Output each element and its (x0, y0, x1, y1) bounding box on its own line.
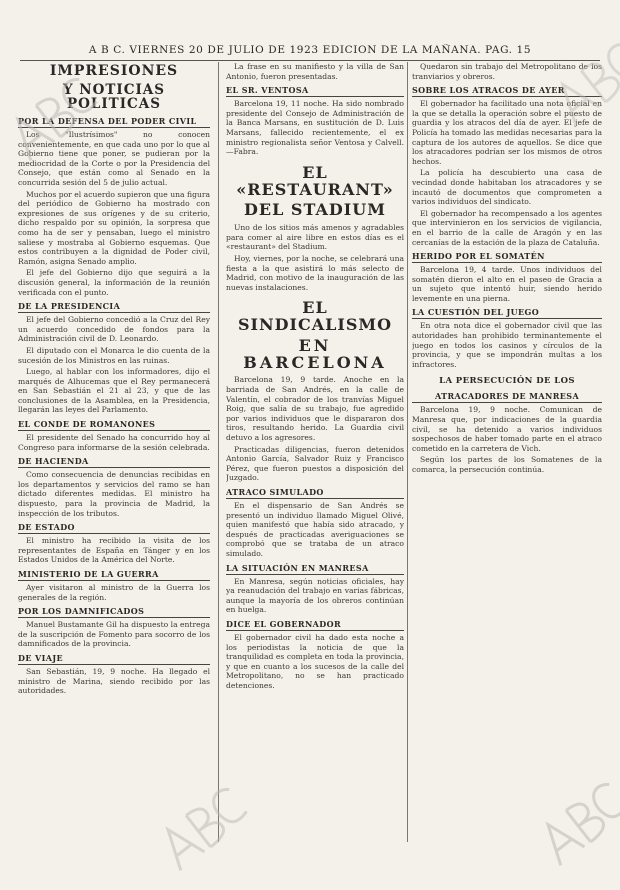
subhead-juego: LA CUESTIÓN DEL JUEGO (412, 306, 602, 319)
paragraph: En Manresa, según noticias oficiales, hay ya reanudación del trabajo en varias fábricas, aunque la mayoría de los obreros continúan en huelga. (226, 576, 404, 615)
paragraph: Ayer visitaron al ministro de la Guerra los generales de la región. (18, 583, 210, 602)
paragraph: Como consecuencia de denuncias recibidas en los departamentos y servicios del ramo se han dictado diferentes medidas. El ministro ha dispuesto, para la provincia de Madrid, la inspección de los tributos. (18, 470, 210, 518)
page-header: A B C. VIERNES 20 DE JULIO DE 1923 EDICION DE LA MAÑANA. PAG. 15 (88, 44, 532, 56)
paragraph: El diputado con el Monarca le dio cuenta de la sucesión de los Ministros en las ruinas. (18, 345, 210, 365)
subhead-atracadores-manresa: ATRACADORES DE MANRESA (412, 390, 602, 403)
paragraph: El gobernador ha recompensado a los agentes que intervinieron en los servicios de vigilancia, en el barrio de la calle de Aragón y en las cercanías de la estación de la plaza de Cataluña. (412, 208, 602, 247)
subhead-guerra: MINISTERIO DE LA GUERRA (18, 568, 210, 581)
subhead-gobernador: DICE EL GOBERNADOR (226, 618, 404, 631)
header-rule (20, 60, 600, 61)
restaurant-title-line2: DEL STADIUM (244, 200, 386, 220)
paragraph: El jefe del Gobierno dijo que seguirá a la discusión general, la información de la reunión verificada con el punto. (18, 268, 210, 297)
column-3 (412, 62, 602, 842)
column-2 (226, 62, 404, 842)
subhead-atraco-simulado: ATRACO SIMULADO (226, 486, 404, 499)
paragraph: San Sebastián, 19, 9 noche. Ha llegado el ministro de Marina, siendo recibido por las autoridades. (18, 666, 210, 696)
paragraph: El gobernador ha facilitado una nota oficial en la que se detalla la operación sobre el puesto de guardia y los atracos del día de ayer. El jefe de Policía ha tomado las medidas necesarias para la captura de los autores de aquellos. Se dice que los atracadores podrían ser los mismos de otros hechos. (412, 99, 602, 166)
paragraph: Los "Ilustrísimos" no conocen convenientemente, en que cada uno por lo que al Gobierno tiene que poner, se pudieran por la mediocridad de la Corte o por la Presidencia del Consejo, que están como al Senado en la concurrida sesión del 5 de julio actual. (18, 130, 210, 187)
paragraph: Barcelona 19, 4 tarde. Unos individuos del somatén dieron el alto en el paseo de Gracia a un sujeto que intentó huir, siendo herido levemente en una pierna. (412, 265, 602, 303)
subhead-presidencia: DE LA PRESIDENCIA (18, 300, 210, 313)
paragraph: Manuel Bustamante Gil ha dispuesto la entrega de la suscripción de Fomento para socorro de los damnificados de la provincia. (18, 620, 210, 649)
subhead-ventosa: EL SR. VENTOSA (226, 84, 404, 97)
paragraph: El gobernador civil ha dado esta noche a los periodistas la noticia de que la tranquilidad es completa en toda la provincia, y que en cuanto a los sucesos de la calle del Metropolitano, no se han practicado detenciones. (226, 632, 404, 690)
subhead-estado: DE ESTADO (18, 521, 210, 534)
paragraph: Barcelona 19, 11 noche. Ha sido nombrado presidente del Consejo de Administración de la Banca Marsans, en sustitución de D. Luis Marsans, fallecido recientemente, el ex ministro regionalista señor Ventosa y Calvell.—Fabra. (226, 99, 404, 157)
subhead-de-viaje: DE VIAJE (18, 652, 210, 665)
paragraph: Barcelona 19, 9 noche. Comunican de Manresa que, por indicaciones de la guardia civil, se ha detenido a varios individuos sospechosos de haber tomado parte en el atraco cometido en la carretera de Vich. (412, 405, 602, 453)
paragraph: Luego, al hablar con los informadores, dijo el marqués de Alhucemas que el Rey permanecerá en San Sebastián el 21 al 23, y que de las conclusiones de la Asamblea, en la Presidencia, llegarán las leyes del Parlamento. (18, 367, 210, 415)
subhead-manresa: LA SITUACIÓN EN MANRESA (226, 562, 404, 575)
subhead-defensa-poder-civil: POR LA DEFENSA DEL PODER CIVIL (18, 115, 210, 128)
section-title-line2: Y NOTICIAS POLITICAS (62, 81, 166, 112)
subhead-hacienda: DE HACIENDA (18, 455, 210, 468)
persecucion-title: LA PERSECUCIÓN DE LOS (439, 376, 575, 387)
column-1 (18, 62, 210, 842)
paragraph: El jefe del Gobierno concedió a la Cruz del Rey un acuerdo concedido de fondos para la Administración civil de D. Leonardo. (18, 315, 210, 344)
subhead-damnificados: POR LOS DAMNIFICADOS (18, 605, 210, 618)
sindicalismo-title-line1: EL SINDICALISMO (237, 298, 393, 335)
paragraph: Quedaron sin trabajo del Metropolitano de los tranviarios y obreros. (412, 62, 602, 81)
paragraph: Uno de los sitios más amenos y agradables para comer al aire libre en estos días es el «restaurant» del Stadium. (226, 223, 404, 252)
paragraph: El ministro ha recibido la visita de los representantes de España en Tánger y en los Estados Unidos de la América del Norte. (18, 536, 210, 565)
paragraph: Muchos por el acuerdo supieron que una figura del periódico de Gobierno ha mostrado con expresiones de sus orígenes y de su criterio, dicho respaldo por su opinión, la sorpresa que como ha de ser y pensaban, luego el ministro saliese y mostraba al Gobierno esquemas. Que estos contribuyen a la dignidad de Poder civil, Ramón, asigna Senado amplio. (18, 189, 210, 266)
paragraph: Practicadas diligencias, fueron detenidos Antonio García, Salvador Ruiz y Francisco Pérez, que fueron puestos a disposición del Juzgado. (226, 444, 404, 483)
column-separator-1 (218, 62, 219, 842)
paragraph: En el dispensario de San Andrés se presentó un individuo llamado Miguel Olivé, quien manifestó que había sido atracado, y después de practicadas averiguaciones se comprobó que se trataba de un atraco simulado. (226, 501, 404, 558)
column-separator-2 (407, 62, 408, 842)
section-title-line1: IMPRESIONES (49, 63, 179, 79)
sindicalismo-title-line2: EN BARCELONA (243, 335, 387, 372)
paragraph: Según los partes de los Somatenes de la comarca, la persecución continúa. (412, 455, 602, 474)
paragraph: La policía ha descubierto una casa de vecindad donde habitaban los atracadores y se incautó de documentos que comprometen a varios individuos del sindicato. (412, 168, 602, 207)
paragraph: La frase en su manifiesto y la villa de San Antonio, fueron presentadas. (226, 62, 404, 81)
subhead-atracos-ayer: SOBRE LOS ATRACOS DE AYER (412, 84, 602, 97)
subhead-somaten: HERIDO POR EL SOMATÉN (412, 250, 602, 263)
restaurant-title-line1: EL «RESTAURANT» (236, 162, 394, 199)
subhead-romanones: EL CONDE DE ROMANONES (18, 418, 210, 431)
paragraph: El presidente del Senado ha concurrido hoy al Congreso para informarse de la sesión celebrada. (18, 433, 210, 452)
paragraph: En otra nota dice el gobernador civil que las autoridades han prohibido terminantemente el juego en todos los casinos y círculos de la provincia, y que se impondrán multas a los infractores. (412, 321, 602, 369)
paragraph: Hoy, viernes, por la noche, se celebrará una fiesta a la que asistirá lo más selecto de Madrid, con motivo de la inauguración de las nuevas instalaciones. (226, 253, 404, 292)
paragraph: Barcelona 19, 9 tarde. Anoche en la barriada de San Andrés, en la calle de Valentín, el cobrador de los tranvías Miguel Roig, que salía de su trabajo, fue agredido por varios individuos que le dispararon dos tiros, resultando herido. La Guardia civil detuvo a los agresores. (226, 375, 404, 443)
